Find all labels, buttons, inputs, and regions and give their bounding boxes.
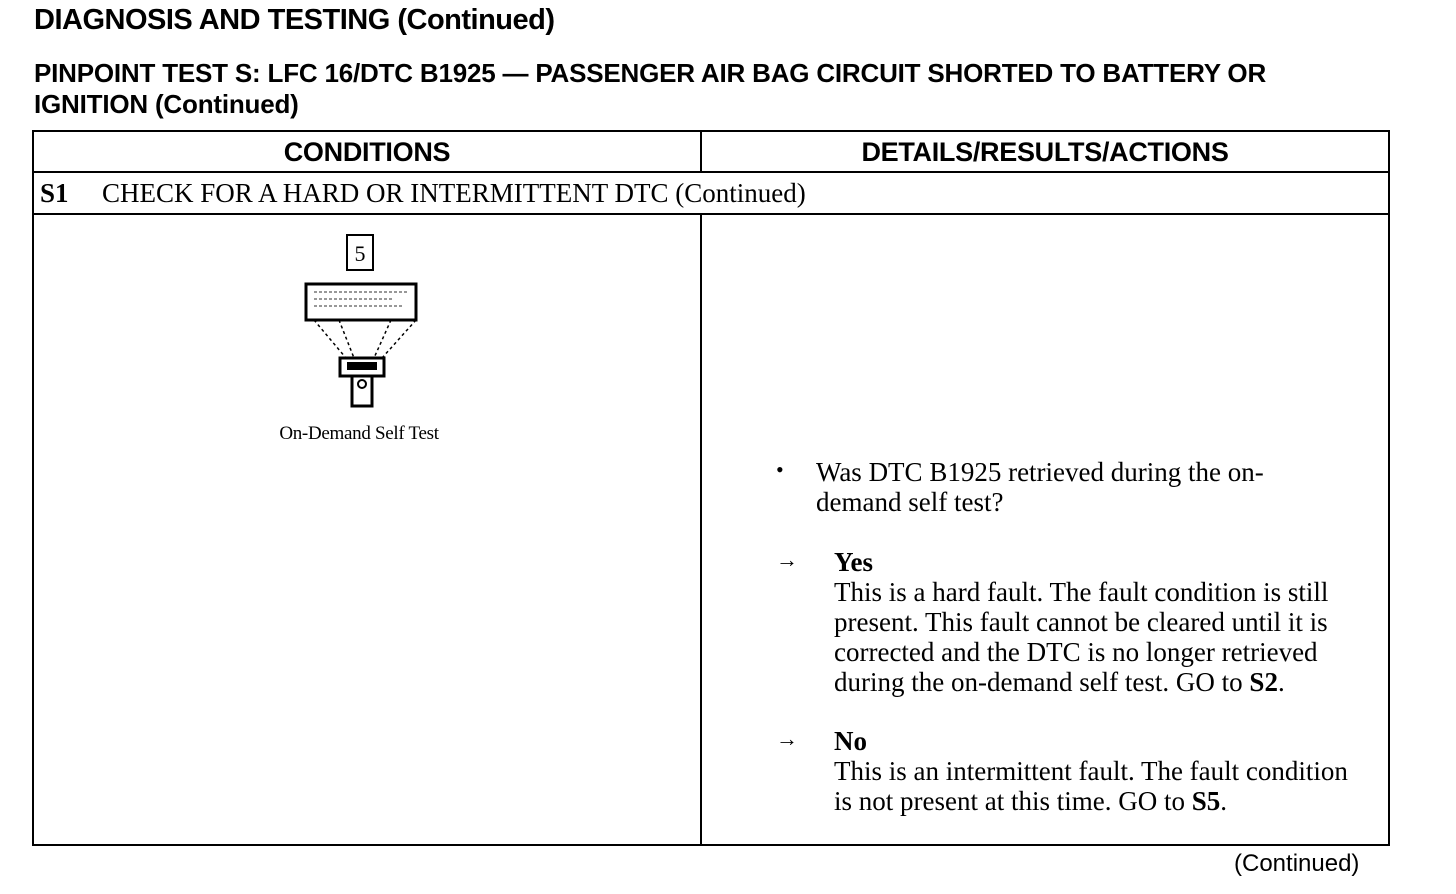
details-column-header: DETAILS/RESULTS/ACTIONS [702, 132, 1388, 173]
yes-arrow-icon: → [776, 547, 798, 572]
yes-result-period: . [1277, 667, 1285, 697]
pinpoint-test-title: PINPOINT TEST S: LFC 16/DTC B1925 — PASSENGER AIR BAG CIRCUIT SHORTED TO BATTERY OR IGNITION (Continued) [34, 58, 1267, 119]
diagram-caption: On-Demand Self Test [279, 423, 439, 444]
yes-result-action [834, 577, 1384, 697]
goto-step-s5: S5 [1191, 786, 1221, 816]
procedure-table [32, 130, 1390, 846]
step-row [34, 173, 1388, 215]
no-result-label: No [834, 726, 867, 756]
no-result-action [834, 756, 1354, 816]
test-question: Was DTC B1925 retrieved during the on-demand self test? [816, 457, 1264, 517]
yes-result-text: This is a hard fault. The fault condition is still present. This fault cannot be cleared until it is corrected and the DTC is no longer retrieved during the on-demand self test. GO to [834, 577, 1329, 697]
continued-footer: (Continued) [1234, 850, 1360, 877]
no-result-period: . [1220, 786, 1227, 816]
conditions-column-header: CONDITIONS [34, 132, 702, 173]
step-number: S1 [40, 178, 69, 208]
column-divider [700, 215, 702, 844]
bullet: • [776, 457, 784, 482]
no-arrow-icon: → [776, 726, 798, 751]
step-title: CHECK FOR A HARD OR INTERMITTENT DTC (Continued) [102, 178, 806, 208]
yes-result-label: Yes [834, 547, 873, 577]
no-result-text: This is an intermittent fault. The fault condition is not present at this time. GO to [834, 756, 1348, 816]
page-title: DIAGNOSIS AND TESTING (Continued) [34, 4, 555, 36]
scan-tool-icon [294, 232, 434, 412]
goto-step-s2: S2 [1249, 667, 1278, 697]
tester-display-icon [306, 284, 416, 320]
diagram-callout-number: 5 [354, 241, 366, 266]
